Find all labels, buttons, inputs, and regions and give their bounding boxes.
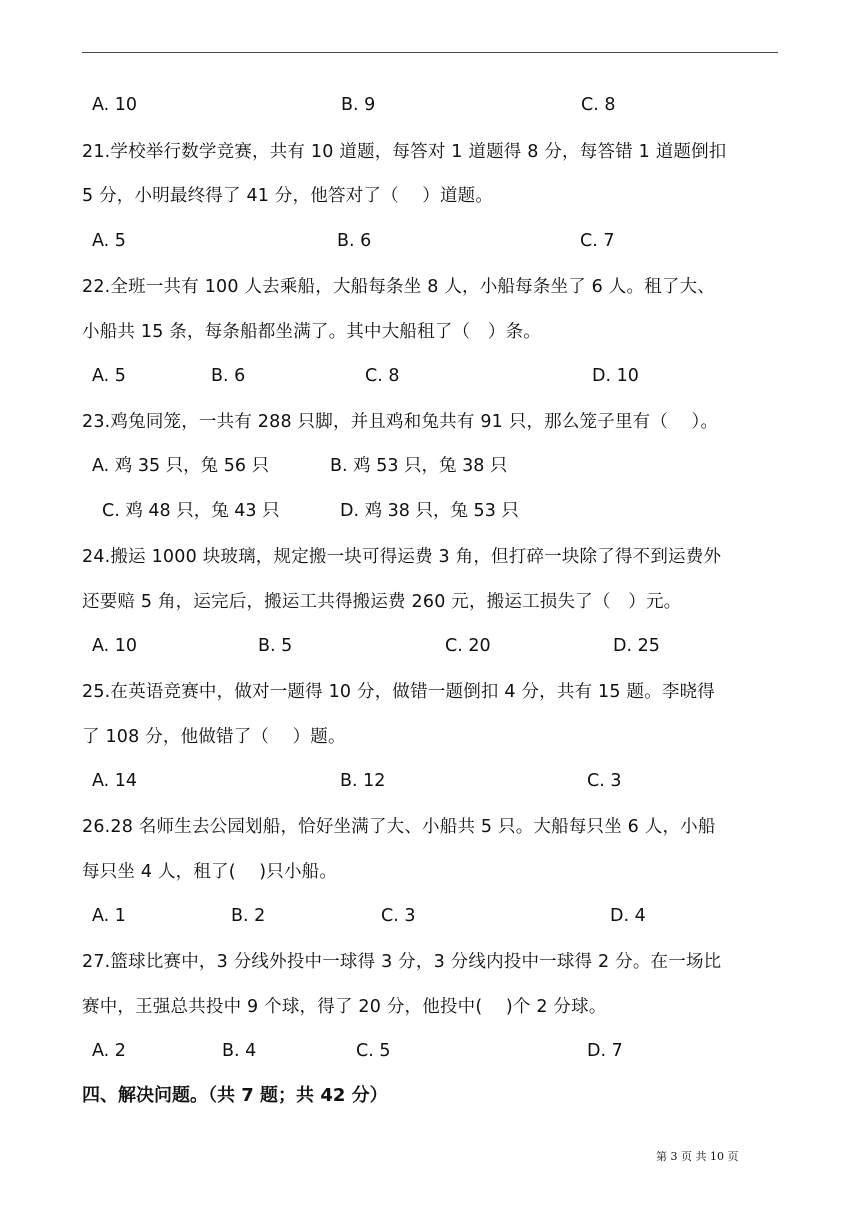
q24-text-line2: 还要赔 5 角，运完后，搬运工共得搬运费 260 元，搬运工损失了（ ）元。	[82, 592, 682, 612]
q23-option-b[interactable]: B. 鸡 53 只，兔 38 只	[330, 456, 508, 476]
q27-text-line1: 27.篮球比赛中，3 分线外投中一球得 3 分，3 分线内投中一球得 2 分。在一场比	[82, 952, 722, 972]
q27-option-a[interactable]: A. 2	[92, 1041, 126, 1061]
q23-option-d[interactable]: D. 鸡 38 只，兔 53 只	[340, 501, 519, 521]
q22-option-a[interactable]: A. 5	[92, 366, 126, 386]
q21-option-c[interactable]: C. 7	[580, 231, 615, 251]
header-rule	[82, 52, 778, 53]
q22-option-b[interactable]: B. 6	[211, 366, 246, 386]
q23-text-line1: 23.鸡兔同笼，一共有 288 只脚，并且鸡和兔共有 91 只，那么笼子里有（ ）。	[82, 412, 719, 432]
q20-option-b[interactable]: B. 9	[341, 95, 376, 115]
q27-option-d[interactable]: D. 7	[587, 1041, 623, 1061]
q25-option-a[interactable]: A. 14	[92, 771, 138, 791]
q21-option-b[interactable]: B. 6	[337, 231, 372, 251]
q25-option-b[interactable]: B. 12	[340, 771, 386, 791]
q25-text-line1: 25.在英语竞赛中，做对一题得 10 分，做错一题倒扣 4 分，共有 15 题。李晓得	[82, 682, 715, 702]
q24-text-line1: 24.搬运 1000 块玻璃，规定搬一块可得运费 3 角，但打碎一块除了得不到运费外	[82, 547, 722, 567]
q24-option-c[interactable]: C. 20	[445, 636, 491, 656]
q21-option-a[interactable]: A. 5	[92, 231, 126, 251]
section-4-heading: 四、解决问题。（共 7 题；共 42 分）	[82, 1085, 388, 1106]
q23-option-c[interactable]: C. 鸡 48 只，兔 43 只	[102, 501, 280, 521]
q26-option-a[interactable]: A. 1	[92, 906, 126, 926]
q27-option-b[interactable]: B. 4	[222, 1041, 257, 1061]
q26-option-b[interactable]: B. 2	[231, 906, 266, 926]
q24-option-b[interactable]: B. 5	[258, 636, 293, 656]
q25-text-line2: 了 108 分，他做错了（ ）题。	[82, 727, 346, 747]
q22-option-c[interactable]: C. 8	[365, 366, 400, 386]
q27-text-line2: 赛中，王强总共投中 9 个球，得了 20 分，他投中( )个 2 分球。	[82, 997, 607, 1017]
q26-text-line2: 每只坐 4 人，租了( )只小船。	[82, 862, 338, 882]
q22-text-line1: 22.全班一共有 100 人去乘船，大船每条坐 8 人，小船每条坐了 6 人。租了大、	[82, 277, 715, 297]
q20-option-a[interactable]: A. 10	[92, 95, 138, 115]
q25-option-c[interactable]: C. 3	[587, 771, 622, 791]
q21-text-line2: 5 分，小明最终得了 41 分，他答对了（ ）道题。	[82, 186, 494, 206]
q23-option-a[interactable]: A. 鸡 35 只，兔 56 只	[92, 456, 270, 476]
q22-text-line2: 小船共 15 条，每条船都坐满了。其中大船租了（ ）条。	[82, 322, 541, 342]
q24-option-a[interactable]: A. 10	[92, 636, 138, 656]
q24-option-d[interactable]: D. 25	[613, 636, 660, 656]
q27-option-c[interactable]: C. 5	[356, 1041, 391, 1061]
q26-option-d[interactable]: D. 4	[610, 906, 646, 926]
q20-option-c[interactable]: C. 8	[581, 95, 616, 115]
q26-option-c[interactable]: C. 3	[381, 906, 416, 926]
q21-text-line1: 21.学校举行数学竞赛，共有 10 道题，每答对 1 道题得 8 分，每答错 1 道题倒扣	[82, 142, 727, 162]
page-number-footer: 第 3 页 共 10 页	[656, 1150, 739, 1163]
q26-text-line1: 26.28 名师生去公园划船，恰好坐满了大、小船共 5 只。大船每只坐 6 人，小船	[82, 817, 716, 837]
q22-option-d[interactable]: D. 10	[592, 366, 639, 386]
